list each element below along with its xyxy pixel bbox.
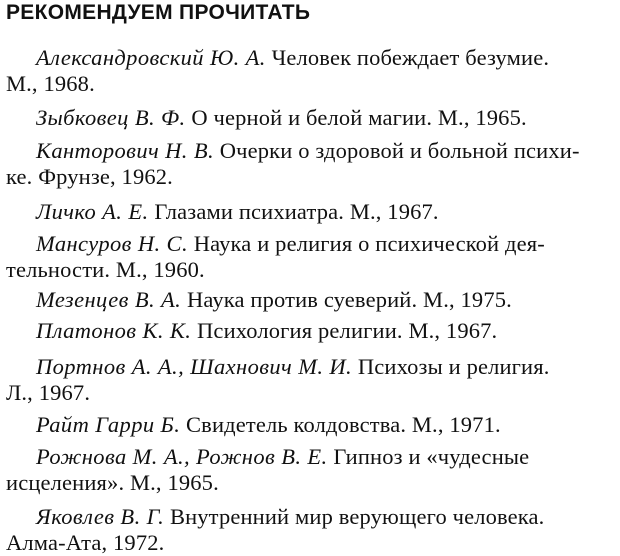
reference-continuation: Л., 1967. xyxy=(6,380,91,405)
reference-line xyxy=(6,354,614,380)
reference-line xyxy=(6,287,614,313)
reference-author: Зыбковец В. Ф. xyxy=(36,105,186,130)
reference-text: Внутренний мир верующего человека. xyxy=(169,504,545,529)
reference-entry xyxy=(6,105,614,131)
reference-author: Рожнова М. А., Рожнов В. Е. xyxy=(36,444,328,469)
reference-line xyxy=(6,412,614,438)
reference-line xyxy=(6,138,614,164)
reference-entry xyxy=(6,354,614,406)
reference-author: Александровский Ю. А. xyxy=(36,45,266,70)
reference-text: Человек побеждает безумие. xyxy=(271,45,550,70)
reference-line xyxy=(6,105,614,131)
reference-author: Канторович Н. В. xyxy=(36,138,214,163)
reference-line xyxy=(6,318,614,344)
reference-author: Райт Гарри Б. xyxy=(36,412,181,437)
reference-text: О черной и белой магии. М., 1965. xyxy=(191,105,527,130)
reference-author: Яковлев В. Г. xyxy=(36,504,165,529)
reference-author: Мезенцев В. А. xyxy=(36,287,182,312)
reference-line xyxy=(6,45,614,71)
reference-author: Портнов А. А., Шахнович М. И. xyxy=(36,354,353,379)
reference-author: Личко А. Е. xyxy=(36,199,149,224)
reference-line xyxy=(6,231,614,257)
reference-entry xyxy=(6,504,614,556)
reference-line xyxy=(6,504,614,530)
reference-entry xyxy=(6,287,614,313)
reference-text: Гипноз и «чудесные xyxy=(333,444,530,469)
reference-continuation: исцеления». М., 1965. xyxy=(6,470,219,495)
reference-continuation: ке. Фрунзе, 1962. xyxy=(6,164,173,189)
reference-text: Психозы и религия. xyxy=(357,354,550,379)
reference-entry xyxy=(6,199,614,225)
reference-entry xyxy=(6,231,614,283)
reference-entry xyxy=(6,318,614,344)
reference-entry xyxy=(6,45,614,97)
reference-author: Мансуров Н. С. xyxy=(36,231,188,256)
reference-author: Платонов К. К. xyxy=(36,318,192,343)
reference-entry xyxy=(6,444,614,496)
reference-text: Очерки о здоровой и больной психи- xyxy=(219,138,580,163)
reference-text: Глазами психиатра. М., 1967. xyxy=(154,199,439,224)
section-heading: РЕКОМЕНДУЕМ ПРОЧИТАТЬ xyxy=(6,1,311,24)
reference-text: Психология религии. М., 1967. xyxy=(197,318,498,343)
reference-line xyxy=(6,444,614,470)
reference-continuation: Алма-Ата, 1972. xyxy=(6,530,165,555)
reference-continuation: М., 1968. xyxy=(6,71,95,96)
reference-continuation: тельности. М., 1960. xyxy=(6,257,205,282)
reference-text: Свидетель колдовства. М., 1971. xyxy=(186,412,501,437)
reference-entry xyxy=(6,138,614,190)
reference-text: Наука против суеверий. М., 1975. xyxy=(186,287,512,312)
reference-text: Наука и религия о психической дея- xyxy=(193,231,545,256)
reference-line xyxy=(6,199,614,225)
reference-entry xyxy=(6,412,614,438)
